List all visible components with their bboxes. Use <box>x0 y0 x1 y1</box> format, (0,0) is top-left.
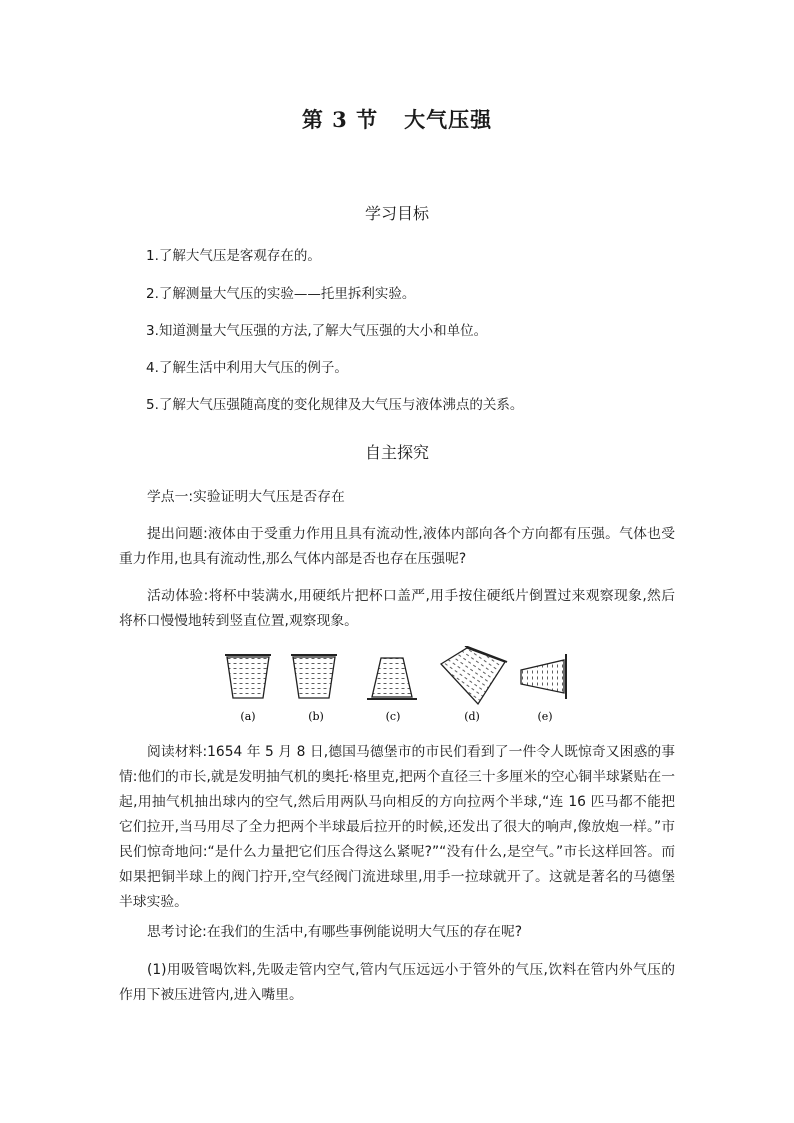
question-paragraph <box>119 522 675 572</box>
reading-text: 阅读材料:1654 年 5 月 8 日,德国马德堡市的市民们看到了一件令人既惊奇又困惑的事情:他们的市长,就是发明抽气机的奥托·格里克,把两个直径三十多厘米的空心铜半球紧贴在一起,用抽气机抽出球内的空气,然后用两队马向相反的方向拉两个半球,“连 16 匹马都不能把它们拉开,当马用尽了全力把两个半球最后拉开的时候,还发出了很大的响声,像放炮一样。”市民们惊奇地问:“是什么力量把它们压合得这么紧呢?”“没有什么,是空气。”市长这样回答。而如果把铜半球上的阀门拧开,空气经阀门流进球里,用手一拉球就开了。这就是著名的马德堡半球实验。 <box>119 744 675 910</box>
goal-item: 1.了解大气压是客观存在的。 <box>146 248 321 264</box>
cup-b-drawing <box>291 655 337 698</box>
section-number: 第 3 节 <box>301 107 379 132</box>
goal-item: 2.了解测量大气压的实验——托里拆利实验。 <box>146 286 416 302</box>
question-text: 提出问题:液体由于受重力作用且具有流动性,液体内部向各个方向都有压强。气体也受重力作用,也具有流动性,那么气体内部是否也存在压强呢? <box>119 526 675 567</box>
discussion-paragraph <box>119 920 675 945</box>
figure-label-d: (d) <box>464 710 480 723</box>
reading-paragraph <box>119 740 675 915</box>
goals-heading: 学习目标 <box>364 204 429 223</box>
figure-label-e: (e) <box>537 710 553 723</box>
page-title <box>0 104 794 134</box>
study-point-1 <box>119 485 675 510</box>
section-title: 大气压强 <box>404 107 493 132</box>
goal-item: 5.了解大气压强随高度的变化规律及大气压与液体沸点的关系。 <box>146 397 524 413</box>
cup-a-drawing <box>225 655 271 698</box>
cup-c-drawing <box>367 658 417 699</box>
figure-label-a: (a) <box>240 710 256 723</box>
figure-label-c: (c) <box>385 710 401 723</box>
cup-figure-svg <box>215 646 575 726</box>
study-point-heading: 学点一:实验证明大气压是否存在 <box>147 489 345 505</box>
figure-label-b: (b) <box>308 710 324 723</box>
answer-paragraph <box>119 958 675 1008</box>
cup-e-drawing <box>521 654 566 699</box>
explore-heading: 自主探究 <box>364 443 429 462</box>
discussion-text: 思考讨论:在我们的生活中,有哪些事例能说明大气压的存在呢? <box>147 924 523 940</box>
cup-figure <box>215 646 575 726</box>
answer-1-text: (1)用吸管喝饮料,先吸走管内空气,管内气压远远小于管外的气压,饮料在管内外气压的作用下被压进管内,进入嘴里。 <box>119 962 675 1003</box>
goal-item: 3.知道测量大气压强的方法,了解大气压强的大小和单位。 <box>146 323 488 339</box>
goal-item: 4.了解生活中利用大气压的例子。 <box>146 360 348 376</box>
cup-d-drawing <box>441 646 507 704</box>
activity-text: 活动体验:将杯中装满水,用硬纸片把杯口盖严,用手按住硬纸片倒置过来观察现象,然后将杯口慢慢地转到竖直位置,观察现象。 <box>119 588 675 629</box>
activity-paragraph <box>119 584 675 634</box>
